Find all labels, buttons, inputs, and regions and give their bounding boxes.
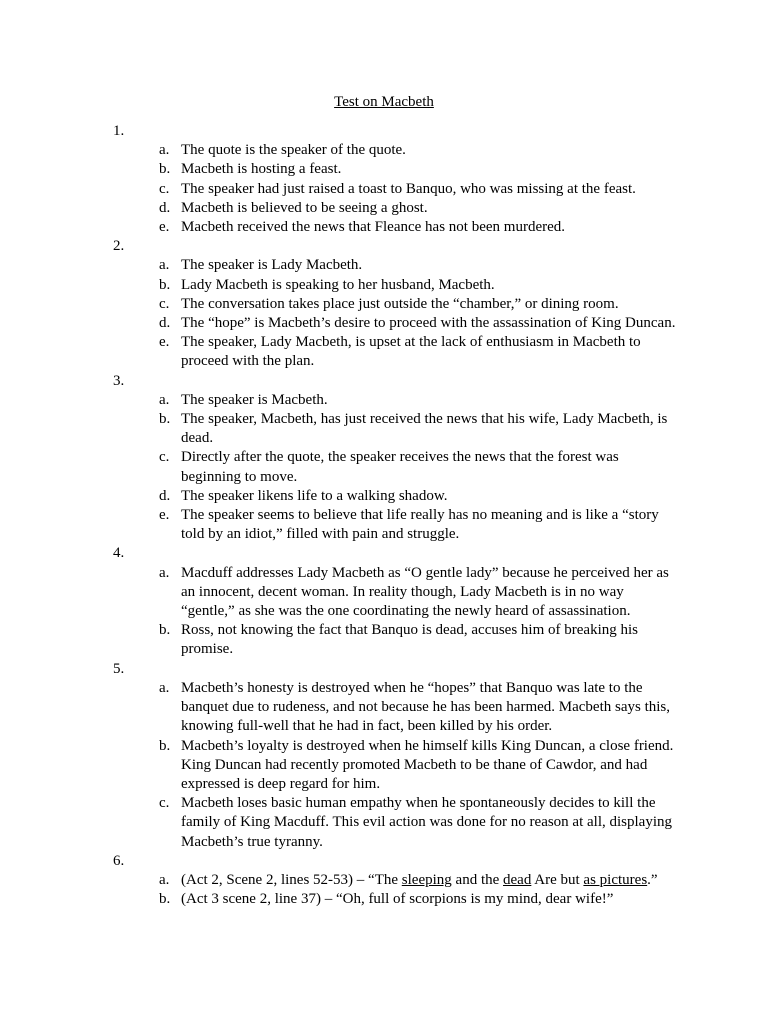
text-run: Are but: [531, 871, 584, 888]
answer-letter: b.: [159, 411, 171, 428]
answer-text: The speaker, Lady Macbeth, is upset at the lack of enthusiasm in Macbeth to proceed with the plan.: [181, 334, 641, 370]
answer-letter: b.: [159, 276, 171, 293]
answer-letter: c.: [159, 295, 170, 312]
question-number: 3.: [113, 372, 125, 389]
answer-text: [181, 872, 658, 888]
answer-item: [0, 890, 768, 909]
answer-text: The “hope” is Macbeth’s desire to proceed with the assassination of King Duncan.: [181, 315, 676, 332]
answer-text: The speaker is Macbeth.: [181, 391, 328, 408]
answer-item: [0, 564, 768, 622]
answer-letter: a.: [159, 679, 170, 696]
answer-item: [0, 391, 768, 410]
answer-text: The quote is the speaker of the quote.: [181, 142, 406, 159]
answer-list: [0, 391, 768, 545]
answer-item: [0, 256, 768, 275]
answer-list: [0, 141, 768, 237]
answer-letter: a.: [159, 257, 170, 274]
question-list: [0, 122, 768, 909]
answer-text: Macbeth is hosting a feast.: [181, 161, 342, 178]
question-4: [0, 544, 768, 659]
text-run: (Act 2, Scene 2, lines 52-53) – “The: [181, 871, 402, 888]
answer-list: [0, 256, 768, 371]
answer-letter: d.: [159, 315, 171, 332]
answer-letter: c.: [159, 180, 170, 197]
answer-letter: b.: [159, 891, 171, 908]
answer-text: Macbeth’s loyalty is destroyed when he himself kills King Duncan, a close friend. King Duncan had recently promoted Macbeth to be thane of Cawdor, and had expressed is deep regard for him.: [181, 737, 674, 792]
answer-text: The speaker, Macbeth, has just received the news that his wife, Lady Macbeth, is dead.: [181, 411, 668, 447]
answer-item: [0, 160, 768, 179]
question-5: [0, 660, 768, 852]
answer-item: [0, 333, 768, 371]
text-run: .”: [647, 871, 658, 888]
answer-item: [0, 314, 768, 333]
answer-letter: e.: [159, 219, 170, 236]
answer-item: [0, 506, 768, 544]
question-3: [0, 372, 768, 545]
answer-letter: b.: [159, 161, 171, 178]
answer-list: [0, 871, 768, 909]
answer-letter: e.: [159, 507, 170, 524]
answer-item: [0, 487, 768, 506]
answer-text: The speaker is Lady Macbeth.: [181, 257, 363, 274]
answer-letter: b.: [159, 737, 171, 754]
underlined-text: as pictures: [583, 871, 648, 888]
answer-text: Macbeth’s honesty is destroyed when he “hopes” that Banquo was late to the banquet due to rudeness, and not because he has been harmed. Macbeth says this, knowing full-well that he had in fact, been killed by his order.: [181, 679, 671, 735]
answer-item: [0, 180, 768, 199]
answer-text: Directly after the quote, the speaker receives the news that the forest was beginning to move.: [181, 449, 619, 485]
answer-item: [0, 218, 768, 237]
answer-item: [0, 794, 768, 852]
underlined-text: sleeping: [401, 871, 452, 888]
question-number: 1.: [113, 123, 125, 139]
answer-text: Ross, not knowing the fact that Banquo is dead, accuses him of breaking his promise.: [181, 622, 638, 658]
answer-text: The speaker likens life to a walking shadow.: [181, 487, 448, 504]
answer-item: [0, 679, 768, 737]
answer-item: [0, 448, 768, 486]
question-number: 5.: [113, 660, 125, 677]
answer-text: Macbeth received the news that Fleance has not been murdered.: [181, 219, 566, 236]
question-number: 2.: [113, 238, 125, 255]
answer-letter: d.: [159, 487, 171, 504]
answer-item: [0, 871, 768, 890]
answer-item: [0, 199, 768, 218]
question-1: [0, 122, 768, 237]
answer-text: The speaker had just raised a toast to Banquo, who was missing at the feast.: [181, 180, 636, 197]
question-6: [0, 852, 768, 910]
answer-letter: a.: [159, 142, 170, 159]
answer-item: [0, 276, 768, 295]
answer-text: (Act 3 scene 2, line 37) – “Oh, full of scorpions is my mind, dear wife!”: [181, 891, 614, 908]
question-2: [0, 237, 768, 371]
answer-item: [0, 410, 768, 448]
underlined-text: dead: [503, 871, 532, 888]
question-number: 4.: [113, 545, 125, 562]
answer-list: [0, 564, 768, 660]
answer-list: [0, 679, 768, 852]
question-number: 6.: [113, 852, 125, 869]
answer-letter: a.: [159, 871, 170, 888]
answer-item: [0, 621, 768, 659]
answer-letter: c.: [159, 795, 170, 812]
answer-item: [0, 141, 768, 160]
text-run: and the: [451, 871, 504, 888]
answer-text: The conversation takes place just outside the “chamber,” or dining room.: [181, 295, 619, 312]
answer-item: [0, 295, 768, 314]
answer-text: Macduff addresses Lady Macbeth as “O gentle lady” because he perceived her as an innocent, decent woman. In reality though, Lady Macbeth is in no way “gentle,” as she was the one coordinating the newly heard of assassination.: [181, 564, 669, 620]
answer-letter: d.: [159, 199, 171, 216]
answer-text: Macbeth is believed to be seeing a ghost.: [181, 199, 428, 216]
answer-text: Lady Macbeth is speaking to her husband, Macbeth.: [181, 276, 495, 293]
answer-letter: e.: [159, 334, 170, 351]
page-title: Test on Macbeth: [334, 94, 434, 110]
answer-letter: c.: [159, 449, 170, 466]
answer-text: Macbeth loses basic human empathy when he spontaneously decides to kill the family of King Macduff. This evil action was done for no reason at all, displaying Macbeth’s true tyranny.: [181, 795, 673, 850]
answer-item: [0, 737, 768, 795]
answer-letter: a.: [159, 564, 170, 581]
answer-letter: a.: [159, 391, 170, 408]
answer-text: The speaker seems to believe that life really has no meaning and is like a “story told by an idiot,” filled with pain and struggle.: [181, 507, 659, 543]
answer-letter: b.: [159, 622, 171, 639]
